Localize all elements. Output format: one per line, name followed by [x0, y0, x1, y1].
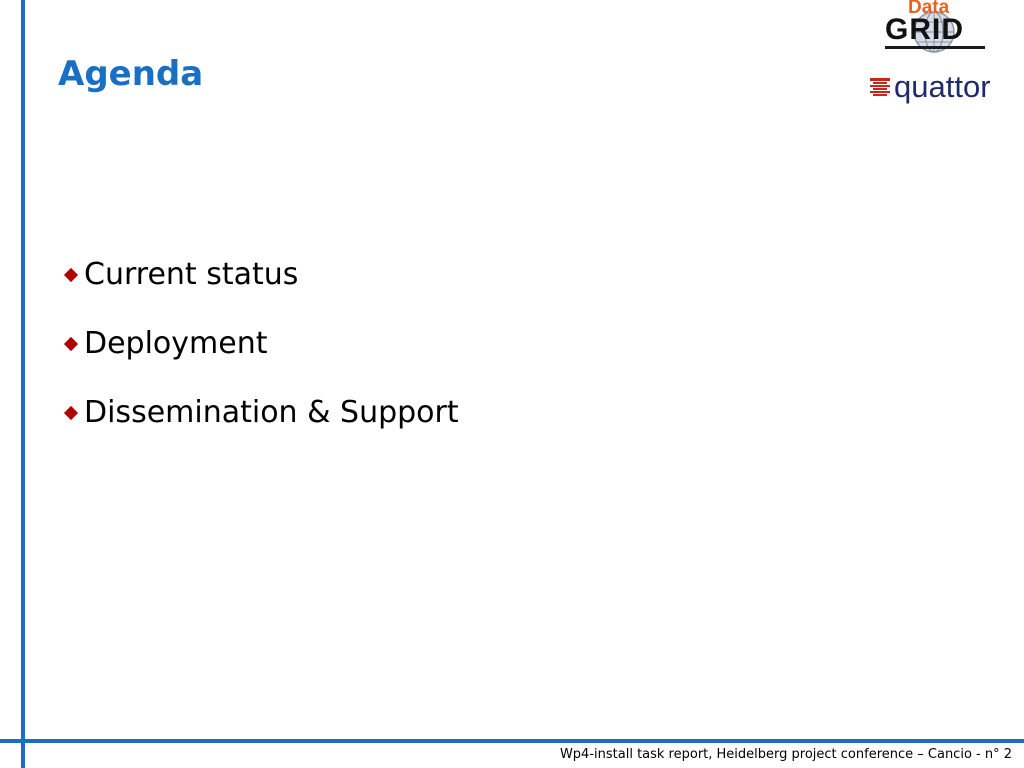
slide-footer: Wp4-install task report, Heidelberg project conference – Cancio - n° 2 — [559, 747, 1012, 762]
datagrid-logo — [882, 0, 992, 60]
agenda-list — [64, 252, 459, 459]
agenda-item-label: Deployment — [84, 326, 268, 361]
diamond-bullet-icon — [64, 406, 78, 420]
list-item — [64, 390, 459, 436]
agenda-item-label: Current status — [84, 257, 299, 292]
quattor-mark-icon — [870, 78, 890, 98]
diamond-bullet-icon — [64, 337, 78, 351]
agenda-item-label: Dissemination & Support — [84, 395, 459, 430]
datagrid-word-main: GRID — [885, 13, 964, 46]
diamond-bullet-icon — [64, 268, 78, 282]
left-accent-line — [21, 0, 25, 768]
quattor-logo — [868, 68, 1013, 108]
list-item — [64, 252, 459, 298]
bottom-accent-line — [0, 739, 1024, 743]
quattor-wordmark: quattor — [894, 69, 991, 104]
datagrid-word-top: Data — [908, 0, 950, 18]
slide-title: Agenda — [58, 54, 204, 94]
list-item — [64, 321, 459, 367]
